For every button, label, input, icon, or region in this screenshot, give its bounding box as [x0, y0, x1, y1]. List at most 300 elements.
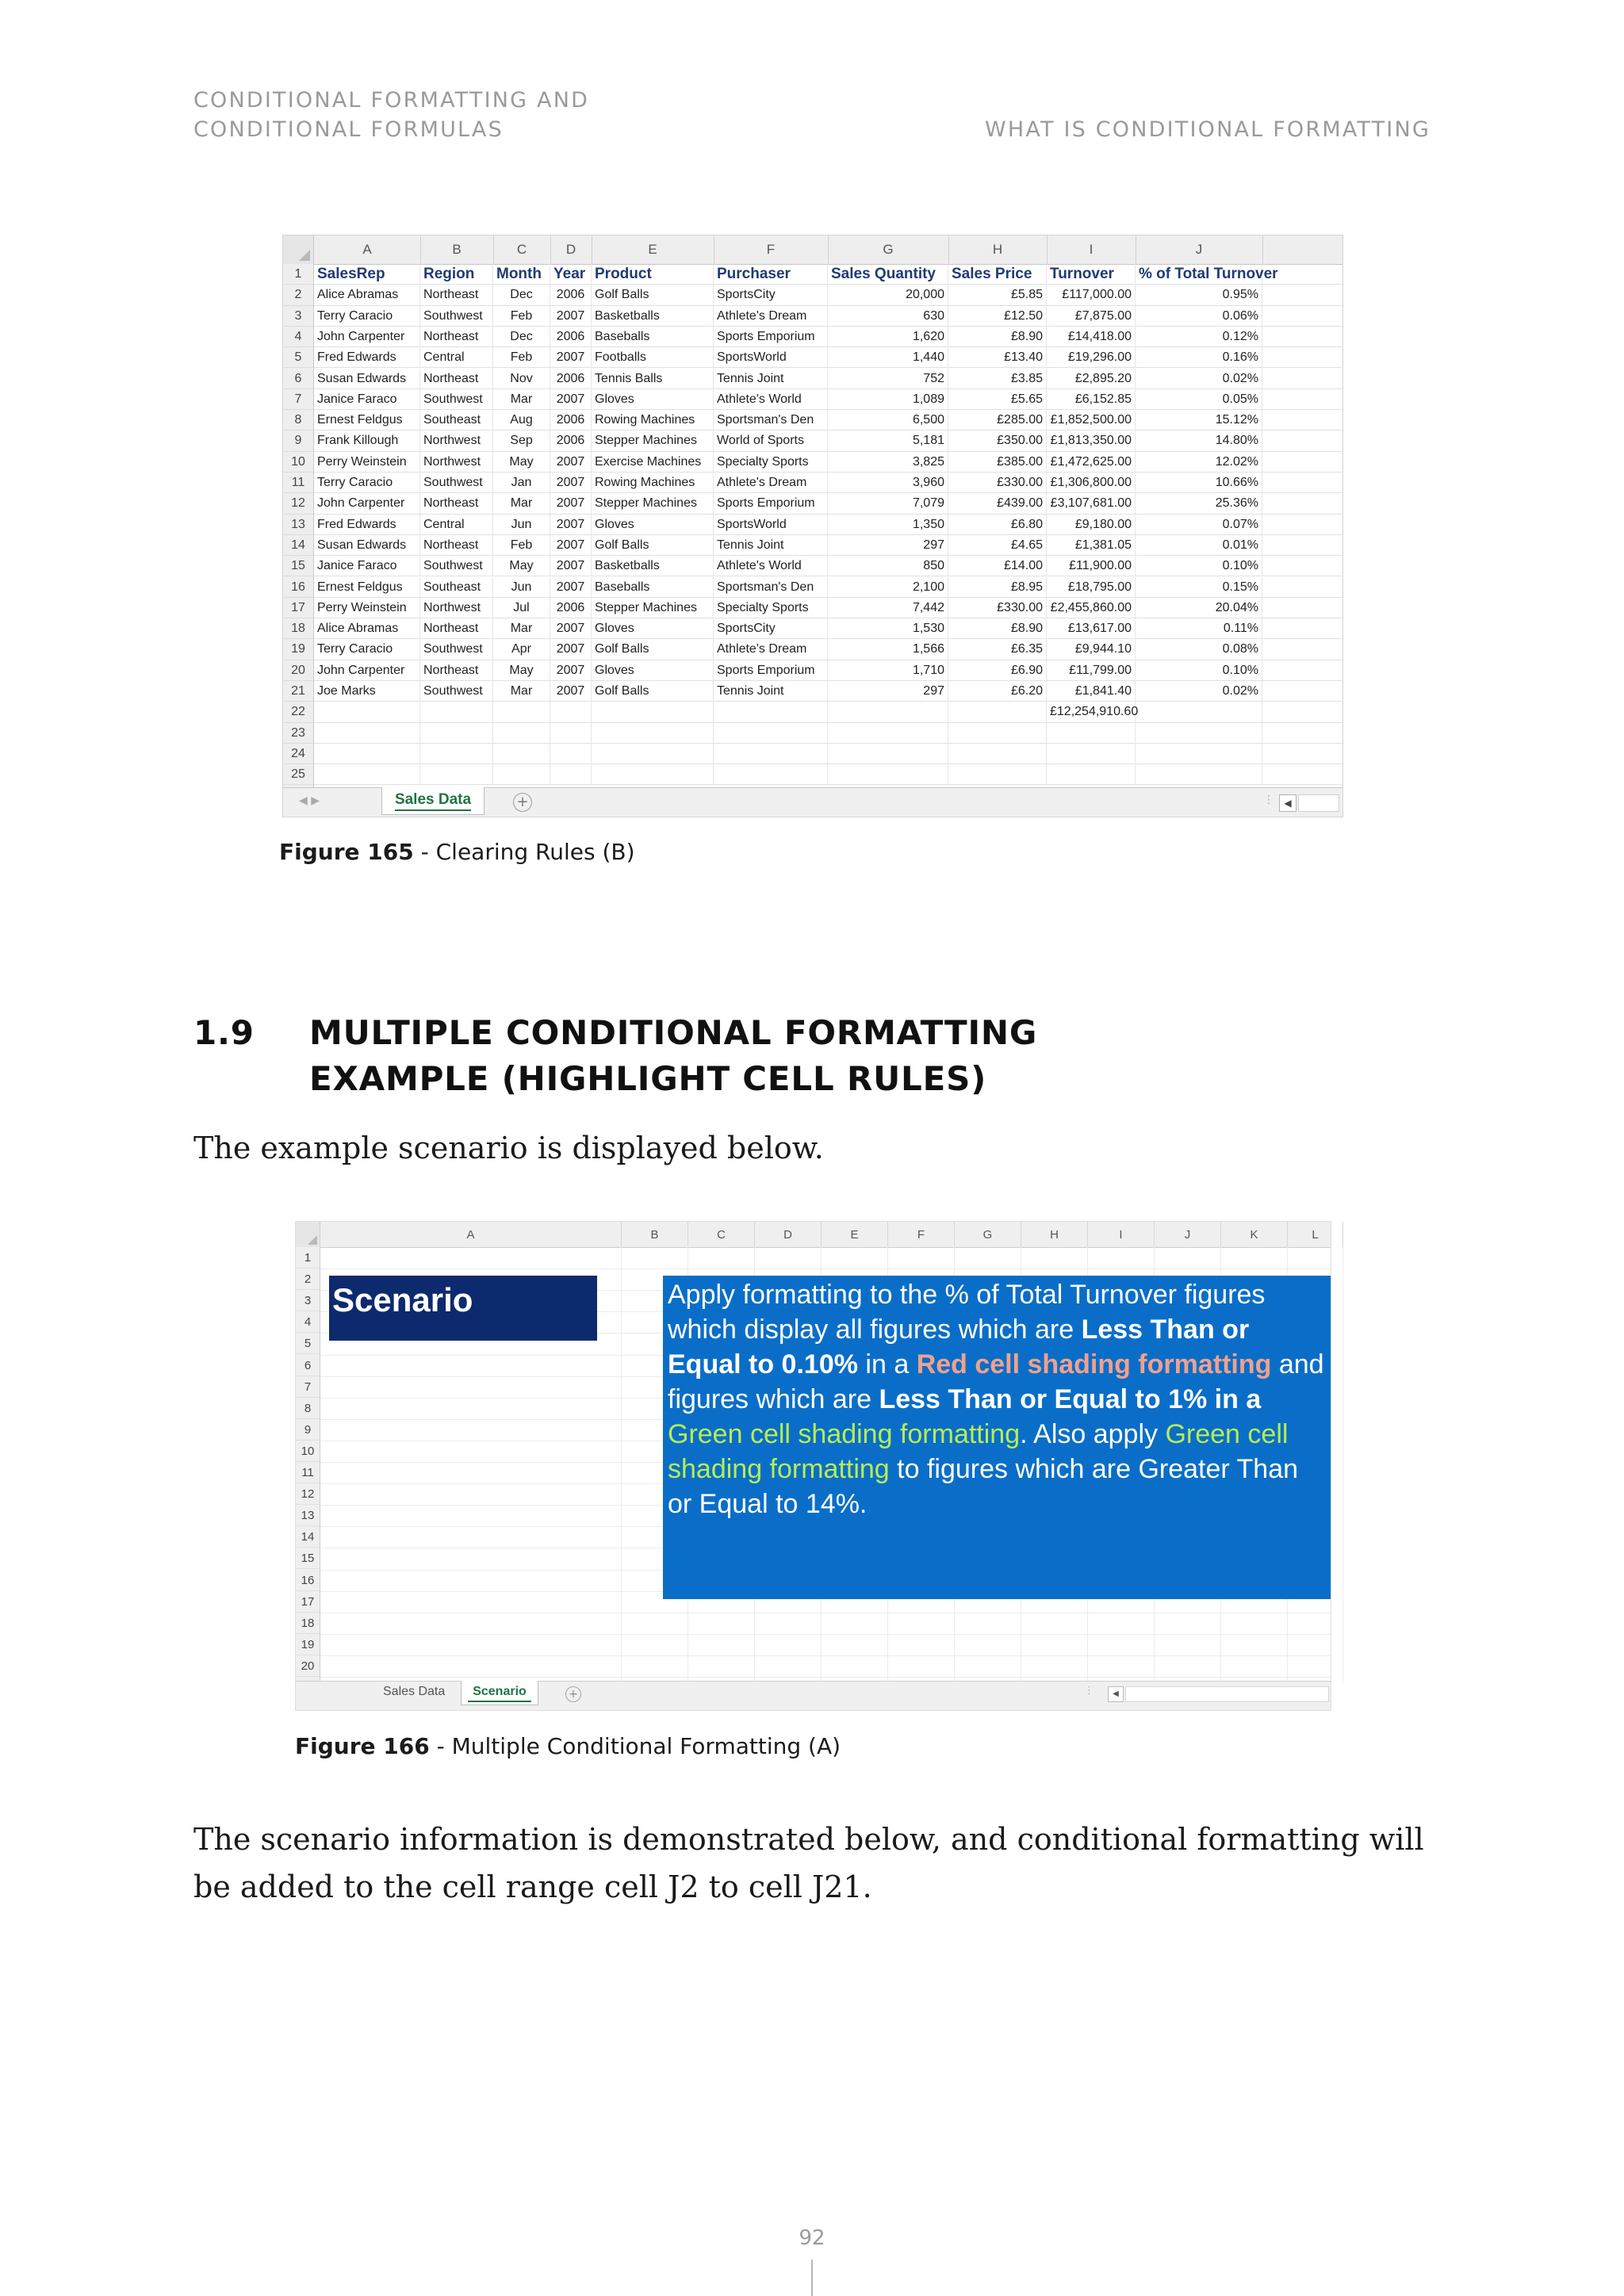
table-cell[interactable]: Northwest: [420, 598, 493, 618]
table-cell[interactable]: John Carpenter: [314, 327, 420, 347]
row-number[interactable]: 4: [283, 327, 313, 347]
table-cell[interactable]: £19,296.00: [1047, 347, 1136, 368]
table-cell[interactable]: 2007: [550, 452, 592, 473]
row-number[interactable]: 7: [296, 1376, 320, 1398]
sheet-tab-sales-data[interactable]: Sales Data: [381, 787, 485, 815]
table-cell[interactable]: [493, 723, 550, 744]
table-cell[interactable]: 2006: [550, 369, 592, 389]
table-cell[interactable]: [1136, 702, 1262, 722]
table-cell[interactable]: £5.65: [948, 389, 1047, 410]
table-cell[interactable]: Golf Balls: [592, 681, 714, 702]
table-cell[interactable]: 2007: [550, 639, 592, 660]
table-cell[interactable]: Terry Caracio: [314, 639, 420, 660]
table-cell[interactable]: 6,500: [828, 410, 948, 430]
table-cell[interactable]: May: [493, 556, 550, 576]
table-cell[interactable]: [493, 744, 550, 764]
column-header[interactable]: F: [888, 1222, 955, 1247]
table-cell[interactable]: Aug: [493, 410, 550, 430]
table-cell[interactable]: Gloves: [592, 660, 714, 681]
column-title-cell[interactable]: Turnover: [1047, 264, 1136, 285]
row-number[interactable]: 1: [283, 264, 313, 285]
table-cell[interactable]: 0.95%: [1136, 285, 1262, 305]
table-cell[interactable]: 0.16%: [1136, 347, 1262, 368]
table-cell[interactable]: Tennis Joint: [714, 535, 828, 556]
table-cell[interactable]: £8.95: [948, 577, 1047, 598]
table-cell[interactable]: £8.90: [948, 327, 1047, 347]
table-cell[interactable]: Northeast: [420, 285, 493, 305]
table-cell[interactable]: 2006: [550, 285, 592, 305]
table-cell[interactable]: £350.00: [948, 430, 1047, 451]
table-cell[interactable]: 0.07%: [1136, 515, 1262, 535]
row-number[interactable]: 22: [283, 702, 313, 722]
table-cell[interactable]: May: [493, 452, 550, 473]
table-cell[interactable]: Southwest: [420, 681, 493, 702]
add-sheet-icon[interactable]: +: [513, 793, 532, 812]
table-cell[interactable]: £2,455,860.00: [1047, 598, 1136, 618]
table-cell[interactable]: £3.85: [948, 369, 1047, 389]
table-cell[interactable]: SportsCity: [714, 285, 828, 305]
table-cell[interactable]: £385.00: [948, 452, 1047, 473]
table-cell[interactable]: 1,440: [828, 347, 948, 368]
row-number[interactable]: 14: [283, 535, 313, 556]
table-cell[interactable]: [828, 744, 948, 764]
column-title-cell[interactable]: Region: [420, 264, 493, 285]
row-number[interactable]: 3: [283, 306, 313, 327]
table-cell[interactable]: Janice Faraco: [314, 556, 420, 576]
row-number[interactable]: 11: [296, 1462, 320, 1483]
table-cell[interactable]: Dec: [493, 285, 550, 305]
table-cell[interactable]: Golf Balls: [592, 639, 714, 660]
table-cell[interactable]: 3,960: [828, 473, 948, 493]
table-cell[interactable]: Gloves: [592, 389, 714, 410]
table-cell[interactable]: Baseballs: [592, 577, 714, 598]
table-cell[interactable]: £6.90: [948, 660, 1047, 681]
table-cell[interactable]: [714, 744, 828, 764]
table-cell[interactable]: £1,306,800.00: [1047, 473, 1136, 493]
table-cell[interactable]: Northeast: [420, 660, 493, 681]
table-cell[interactable]: [592, 764, 714, 785]
horizontal-scrollbar[interactable]: [1125, 1686, 1329, 1702]
row-number[interactable]: 12: [296, 1483, 320, 1505]
table-cell[interactable]: Specialty Sports: [714, 598, 828, 618]
row-number[interactable]: 2: [296, 1269, 320, 1290]
column-title-cell[interactable]: Product: [592, 264, 714, 285]
table-cell[interactable]: 0.02%: [1136, 681, 1262, 702]
table-cell[interactable]: SportsWorld: [714, 347, 828, 368]
table-cell[interactable]: 14.80%: [1136, 430, 1262, 451]
table-cell[interactable]: [948, 764, 1047, 785]
row-number[interactable]: 24: [283, 744, 313, 764]
table-cell[interactable]: £6.80: [948, 515, 1047, 535]
column-title-cell[interactable]: Purchaser: [714, 264, 828, 285]
table-cell[interactable]: 2006: [550, 430, 592, 451]
table-cell[interactable]: £1,813,350.00: [1047, 430, 1136, 451]
table-cell[interactable]: [1136, 723, 1262, 744]
row-number[interactable]: 10: [296, 1441, 320, 1462]
table-cell[interactable]: Specialty Sports: [714, 452, 828, 473]
table-cell[interactable]: £1,841.40: [1047, 681, 1136, 702]
row-number[interactable]: 3: [296, 1290, 320, 1311]
table-cell[interactable]: Ernest Feldgus: [314, 410, 420, 430]
table-cell[interactable]: £330.00: [948, 598, 1047, 618]
table-cell[interactable]: £9,944.10: [1047, 639, 1136, 660]
table-cell[interactable]: 7,442: [828, 598, 948, 618]
table-cell[interactable]: Terry Caracio: [314, 306, 420, 327]
row-number[interactable]: 19: [296, 1634, 320, 1655]
table-cell[interactable]: 0.02%: [1136, 369, 1262, 389]
table-cell[interactable]: £4.65: [948, 535, 1047, 556]
table-cell[interactable]: Terry Caracio: [314, 473, 420, 493]
table-cell[interactable]: £330.00: [948, 473, 1047, 493]
column-header[interactable]: I: [1047, 235, 1136, 264]
select-all-corner[interactable]: [296, 1222, 320, 1247]
table-cell[interactable]: [314, 723, 420, 744]
table-cell[interactable]: Golf Balls: [592, 285, 714, 305]
table-cell[interactable]: 2007: [550, 556, 592, 576]
table-cell[interactable]: 1,620: [828, 327, 948, 347]
table-cell[interactable]: £13.40: [948, 347, 1047, 368]
row-number[interactable]: 21: [283, 681, 313, 702]
table-cell[interactable]: 2006: [550, 327, 592, 347]
table-cell[interactable]: [948, 723, 1047, 744]
table-cell[interactable]: £1,852,500.00: [1047, 410, 1136, 430]
table-cell[interactable]: [1136, 764, 1262, 785]
table-cell[interactable]: 630: [828, 306, 948, 327]
row-number[interactable]: 8: [296, 1398, 320, 1419]
row-number[interactable]: 1: [296, 1247, 320, 1269]
table-cell[interactable]: Jun: [493, 515, 550, 535]
row-number[interactable]: 15: [296, 1548, 320, 1569]
tab-split-handle-icon[interactable]: ⋮: [1084, 1685, 1094, 1697]
table-cell[interactable]: Stepper Machines: [592, 430, 714, 451]
column-header[interactable]: L: [1288, 1222, 1343, 1247]
table-cell[interactable]: £11,799.00: [1047, 660, 1136, 681]
row-number[interactable]: 6: [283, 369, 313, 389]
table-cell[interactable]: Jun: [493, 577, 550, 598]
table-cell[interactable]: [714, 764, 828, 785]
table-cell[interactable]: SportsCity: [714, 618, 828, 639]
table-cell[interactable]: 1,089: [828, 389, 948, 410]
table-cell[interactable]: 1,566: [828, 639, 948, 660]
table-cell[interactable]: [420, 764, 493, 785]
table-cell[interactable]: 0.10%: [1136, 556, 1262, 576]
table-cell[interactable]: Mar: [493, 618, 550, 639]
row-number[interactable]: 9: [283, 430, 313, 451]
column-header[interactable]: K: [1221, 1222, 1288, 1247]
scroll-left-icon[interactable]: ◀: [1108, 1686, 1124, 1702]
table-cell[interactable]: Stepper Machines: [592, 493, 714, 514]
table-cell[interactable]: Athlete's World: [714, 389, 828, 410]
table-cell[interactable]: May: [493, 660, 550, 681]
table-cell[interactable]: £9,180.00: [1047, 515, 1136, 535]
table-cell[interactable]: Susan Edwards: [314, 369, 420, 389]
table-cell[interactable]: [550, 744, 592, 764]
table-cell[interactable]: Southeast: [420, 577, 493, 598]
column-header[interactable]: H: [948, 235, 1048, 264]
table-cell[interactable]: 0.10%: [1136, 660, 1262, 681]
table-cell[interactable]: Sports Emporium: [714, 660, 828, 681]
row-number[interactable]: 12: [283, 493, 313, 514]
table-cell[interactable]: [948, 702, 1047, 722]
column-header[interactable]: D: [755, 1222, 822, 1247]
row-number[interactable]: 5: [296, 1333, 320, 1354]
row-number[interactable]: 14: [296, 1526, 320, 1548]
table-cell[interactable]: Southwest: [420, 389, 493, 410]
row-number[interactable]: 19: [283, 639, 313, 660]
row-number[interactable]: 11: [283, 473, 313, 493]
table-cell[interactable]: John Carpenter: [314, 493, 420, 514]
table-cell[interactable]: [550, 702, 592, 722]
column-header[interactable]: A: [314, 235, 421, 264]
table-cell[interactable]: Southwest: [420, 556, 493, 576]
table-cell[interactable]: 2007: [550, 389, 592, 410]
table-cell[interactable]: 7,079: [828, 493, 948, 514]
table-cell[interactable]: 1,530: [828, 618, 948, 639]
table-cell[interactable]: Fred Edwards: [314, 515, 420, 535]
column-header[interactable]: C: [493, 235, 551, 264]
table-cell[interactable]: Mar: [493, 493, 550, 514]
table-cell[interactable]: [714, 702, 828, 722]
select-all-corner[interactable]: [283, 235, 314, 264]
row-number[interactable]: 20: [283, 660, 313, 681]
table-cell[interactable]: Athlete's World: [714, 556, 828, 576]
table-cell[interactable]: £18,795.00: [1047, 577, 1136, 598]
table-cell[interactable]: [550, 723, 592, 744]
table-cell[interactable]: 2007: [550, 681, 592, 702]
table-cell[interactable]: 297: [828, 681, 948, 702]
table-cell[interactable]: Rowing Machines: [592, 473, 714, 493]
table-cell[interactable]: 2,100: [828, 577, 948, 598]
table-cell[interactable]: 1,710: [828, 660, 948, 681]
row-number[interactable]: 25: [283, 764, 313, 785]
table-cell[interactable]: Jul: [493, 598, 550, 618]
add-sheet-icon[interactable]: +: [565, 1686, 581, 1702]
table-cell[interactable]: Tennis Joint: [714, 681, 828, 702]
table-cell[interactable]: 2006: [550, 410, 592, 430]
column-header[interactable]: E: [822, 1222, 888, 1247]
table-cell[interactable]: £5.85: [948, 285, 1047, 305]
table-cell[interactable]: 1,350: [828, 515, 948, 535]
sheet-tab-scenario[interactable]: Scenario: [461, 1681, 538, 1705]
table-cell[interactable]: £13,617.00: [1047, 618, 1136, 639]
table-cell[interactable]: Feb: [493, 306, 550, 327]
scenario-title-cell[interactable]: Scenario: [329, 1276, 597, 1341]
table-cell[interactable]: [420, 702, 493, 722]
row-number[interactable]: 9: [296, 1419, 320, 1441]
table-cell[interactable]: 850: [828, 556, 948, 576]
table-cell[interactable]: Baseballs: [592, 327, 714, 347]
column-header[interactable]: E: [592, 235, 714, 264]
table-cell[interactable]: £8.90: [948, 618, 1047, 639]
table-cell[interactable]: Southeast: [420, 410, 493, 430]
table-cell[interactable]: John Carpenter: [314, 660, 420, 681]
row-number[interactable]: 13: [283, 515, 313, 535]
table-cell[interactable]: Janice Faraco: [314, 389, 420, 410]
table-cell[interactable]: 2007: [550, 347, 592, 368]
row-number[interactable]: 16: [283, 577, 313, 598]
table-cell[interactable]: 0.11%: [1136, 618, 1262, 639]
table-cell[interactable]: £14.00: [948, 556, 1047, 576]
table-cell[interactable]: Ernest Feldgus: [314, 577, 420, 598]
table-cell[interactable]: £6,152.85: [1047, 389, 1136, 410]
table-cell[interactable]: Northwest: [420, 430, 493, 451]
table-cell[interactable]: [314, 764, 420, 785]
column-title-cell[interactable]: Sales Price: [948, 264, 1047, 285]
table-cell[interactable]: Basketballs: [592, 556, 714, 576]
table-cell[interactable]: £1,381.05: [1047, 535, 1136, 556]
table-cell[interactable]: Sportsman's Den: [714, 577, 828, 598]
table-cell[interactable]: 2007: [550, 493, 592, 514]
table-cell[interactable]: Tennis Joint: [714, 369, 828, 389]
table-cell[interactable]: Alice Abramas: [314, 618, 420, 639]
column-header[interactable]: B: [622, 1222, 688, 1247]
table-cell[interactable]: Central: [420, 515, 493, 535]
row-number[interactable]: 18: [283, 618, 313, 639]
table-cell[interactable]: £3,107,681.00: [1047, 493, 1136, 514]
table-cell[interactable]: Gloves: [592, 515, 714, 535]
table-cell[interactable]: 2007: [550, 535, 592, 556]
table-cell[interactable]: Dec: [493, 327, 550, 347]
table-cell[interactable]: World of Sports: [714, 430, 828, 451]
table-cell[interactable]: Frank Killough: [314, 430, 420, 451]
row-number[interactable]: 17: [296, 1591, 320, 1613]
table-cell[interactable]: 2006: [550, 598, 592, 618]
column-header[interactable]: D: [550, 235, 592, 264]
column-header[interactable]: I: [1088, 1222, 1155, 1247]
table-cell[interactable]: [420, 723, 493, 744]
table-cell[interactable]: Apr: [493, 639, 550, 660]
table-cell[interactable]: Joe Marks: [314, 681, 420, 702]
table-cell[interactable]: Northeast: [420, 493, 493, 514]
table-cell[interactable]: 15.12%: [1136, 410, 1262, 430]
table-cell[interactable]: Northeast: [420, 618, 493, 639]
table-cell[interactable]: 2007: [550, 577, 592, 598]
row-number[interactable]: 13: [296, 1505, 320, 1526]
table-cell[interactable]: [493, 764, 550, 785]
table-cell[interactable]: Southwest: [420, 639, 493, 660]
table-cell[interactable]: 3,825: [828, 452, 948, 473]
table-cell[interactable]: Athlete's Dream: [714, 639, 828, 660]
table-cell[interactable]: [592, 723, 714, 744]
row-number[interactable]: 17: [283, 598, 313, 618]
table-cell[interactable]: 12.02%: [1136, 452, 1262, 473]
table-cell[interactable]: [714, 723, 828, 744]
table-cell[interactable]: 0.12%: [1136, 327, 1262, 347]
table-cell[interactable]: 297: [828, 535, 948, 556]
table-cell[interactable]: £2,895.20: [1047, 369, 1136, 389]
horizontal-scrollbar[interactable]: [1298, 794, 1339, 812]
table-cell[interactable]: Feb: [493, 347, 550, 368]
column-header[interactable]: J: [1155, 1222, 1221, 1247]
column-title-cell[interactable]: SalesRep: [314, 264, 420, 285]
table-cell[interactable]: £6.20: [948, 681, 1047, 702]
table-cell[interactable]: 2007: [550, 515, 592, 535]
table-cell[interactable]: [314, 702, 420, 722]
table-cell[interactable]: [550, 764, 592, 785]
table-cell[interactable]: Sportsman's Den: [714, 410, 828, 430]
table-cell[interactable]: [493, 702, 550, 722]
table-cell[interactable]: 20,000: [828, 285, 948, 305]
table-cell[interactable]: [828, 764, 948, 785]
table-cell[interactable]: [948, 744, 1047, 764]
table-cell[interactable]: £285.00: [948, 410, 1047, 430]
table-cell[interactable]: Sep: [493, 430, 550, 451]
table-cell[interactable]: [828, 702, 948, 722]
column-header[interactable]: A: [320, 1222, 622, 1247]
table-cell[interactable]: £7,875.00: [1047, 306, 1136, 327]
column-header[interactable]: B: [420, 235, 494, 264]
table-cell[interactable]: Northwest: [420, 452, 493, 473]
table-cell[interactable]: 0.06%: [1136, 306, 1262, 327]
table-cell[interactable]: Exercise Machines: [592, 452, 714, 473]
table-cell[interactable]: 2007: [550, 618, 592, 639]
row-number[interactable]: 23: [283, 723, 313, 744]
table-cell[interactable]: £439.00: [948, 493, 1047, 514]
table-cell[interactable]: Rowing Machines: [592, 410, 714, 430]
table-cell[interactable]: Susan Edwards: [314, 535, 420, 556]
row-number[interactable]: 8: [283, 410, 313, 430]
table-cell[interactable]: [314, 744, 420, 764]
table-cell[interactable]: 0.05%: [1136, 389, 1262, 410]
table-cell[interactable]: Golf Balls: [592, 535, 714, 556]
table-cell[interactable]: 25.36%: [1136, 493, 1262, 514]
table-cell[interactable]: Alice Abramas: [314, 285, 420, 305]
column-title-cell[interactable]: Sales Quantity: [828, 264, 948, 285]
table-cell[interactable]: 2007: [550, 660, 592, 681]
table-cell[interactable]: Nov: [493, 369, 550, 389]
column-header[interactable]: F: [714, 235, 829, 264]
table-cell[interactable]: Athlete's Dream: [714, 306, 828, 327]
table-cell[interactable]: 10.66%: [1136, 473, 1262, 493]
table-cell[interactable]: [1047, 723, 1136, 744]
table-cell[interactable]: Northeast: [420, 327, 493, 347]
table-cell[interactable]: Sports Emporium: [714, 327, 828, 347]
row-number[interactable]: 16: [296, 1570, 320, 1591]
table-cell[interactable]: Southwest: [420, 306, 493, 327]
table-cell[interactable]: [1047, 764, 1136, 785]
row-number[interactable]: 2: [283, 285, 313, 305]
column-header[interactable]: G: [828, 235, 949, 264]
table-cell[interactable]: 2007: [550, 473, 592, 493]
table-cell[interactable]: SportsWorld: [714, 515, 828, 535]
column-header[interactable]: G: [955, 1222, 1021, 1247]
table-cell[interactable]: Athlete's Dream: [714, 473, 828, 493]
column-header[interactable]: J: [1136, 235, 1263, 264]
table-cell[interactable]: 0.15%: [1136, 577, 1262, 598]
table-cell[interactable]: Perry Weinstein: [314, 598, 420, 618]
row-number[interactable]: 5: [283, 347, 313, 368]
table-cell[interactable]: [592, 744, 714, 764]
scroll-left-icon[interactable]: ◀: [1279, 794, 1297, 812]
table-cell[interactable]: Feb: [493, 535, 550, 556]
table-cell[interactable]: £117,000.00: [1047, 285, 1136, 305]
table-cell[interactable]: Basketballs: [592, 306, 714, 327]
table-cell[interactable]: Central: [420, 347, 493, 368]
row-number[interactable]: 10: [283, 452, 313, 473]
table-cell[interactable]: Sports Emporium: [714, 493, 828, 514]
table-cell[interactable]: Jan: [493, 473, 550, 493]
table-cell[interactable]: Tennis Balls: [592, 369, 714, 389]
sheet-nav-arrows-icon[interactable]: ◀ ▶: [299, 794, 320, 807]
table-cell[interactable]: Gloves: [592, 618, 714, 639]
table-cell[interactable]: Fred Edwards: [314, 347, 420, 368]
column-title-cell[interactable]: % of Total Turnover: [1136, 264, 1262, 285]
table-cell[interactable]: 0.08%: [1136, 639, 1262, 660]
table-cell[interactable]: Northeast: [420, 535, 493, 556]
column-title-cell[interactable]: Month: [493, 264, 550, 285]
column-header[interactable]: H: [1021, 1222, 1088, 1247]
table-cell[interactable]: 20.04%: [1136, 598, 1262, 618]
